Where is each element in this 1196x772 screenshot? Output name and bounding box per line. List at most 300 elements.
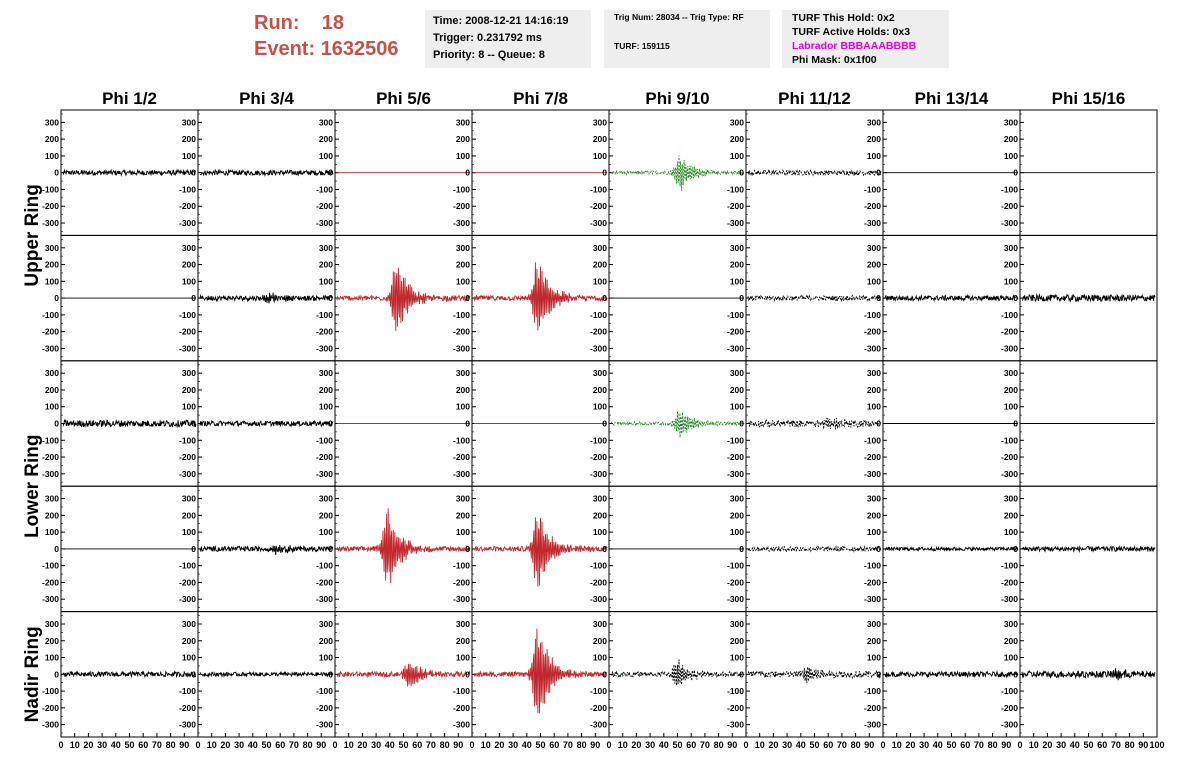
y-tick-label: 0: [54, 293, 59, 304]
y-tick-label: 0: [602, 543, 607, 554]
y-tick-label: 100: [44, 527, 59, 538]
x-tick-label: 50: [1083, 740, 1094, 750]
y-tick-label: 0: [328, 543, 333, 554]
y-tick-label: 100: [318, 652, 333, 663]
y-tick-label: 200: [729, 510, 744, 521]
turf-active-holds: TURF Active Holds: 0x3: [792, 26, 911, 38]
y-tick-label: -100: [1000, 435, 1018, 446]
x-tick-label: 30: [1056, 740, 1067, 750]
y-tick-label: -100: [589, 184, 607, 195]
y-tick-label: -200: [315, 201, 333, 212]
waveform-cell: [472, 486, 609, 611]
y-tick-label: -300: [178, 719, 196, 730]
y-tick-label: -200: [589, 702, 607, 713]
y-tick-label: 0: [465, 669, 470, 680]
y-tick-label: -200: [315, 577, 333, 588]
phi-column-label: Phi 5/6: [376, 89, 431, 108]
y-tick-label: 100: [44, 652, 59, 663]
y-tick-label: -100: [726, 686, 744, 697]
y-tick-label: -300: [1000, 468, 1018, 479]
waveform-cell: [61, 110, 198, 235]
y-tick-label: -200: [589, 577, 607, 588]
y-tick-label: 0: [54, 418, 59, 429]
waveform-cell: [746, 486, 883, 611]
y-tick-label: -200: [726, 577, 744, 588]
y-tick-label: -100: [589, 309, 607, 320]
y-tick-label: -300: [863, 343, 881, 354]
y-tick-label: -300: [41, 468, 59, 479]
y-tick-label: 100: [729, 527, 744, 538]
waveform-trace: [885, 547, 1018, 550]
y-tick-label: -300: [178, 594, 196, 605]
waveform-trace: [611, 411, 744, 437]
y-tick-label: -200: [863, 577, 881, 588]
y-tick-label: 200: [1003, 259, 1018, 270]
y-tick-label: 200: [592, 134, 607, 145]
y-tick-label: 100: [318, 276, 333, 287]
y-tick-label: 200: [44, 384, 59, 395]
phi-column-label: Phi 3/4: [239, 89, 294, 108]
y-tick-label: -100: [589, 686, 607, 697]
y-tick-label: -200: [863, 326, 881, 337]
priority-text: Priority: 8 -- Queue: 8: [433, 49, 545, 61]
x-tick-label: 70: [1110, 740, 1121, 750]
y-tick-label: -100: [178, 686, 196, 697]
y-tick-label: -200: [41, 201, 59, 212]
y-tick-label: 100: [455, 150, 470, 161]
y-tick-label: 0: [191, 293, 196, 304]
y-tick-label: -300: [178, 468, 196, 479]
x-tick-label: 30: [97, 740, 108, 750]
y-tick-label: 0: [1013, 418, 1018, 429]
x-tick-label: 60: [412, 740, 423, 750]
waveform-trace: [1022, 295, 1155, 302]
y-tick-label: -300: [589, 594, 607, 605]
y-tick-label: -200: [589, 326, 607, 337]
labrador-text: Labrador BBBAAABBBB: [792, 40, 917, 52]
waveform-trace: [748, 296, 881, 301]
phi-column-label: Phi 1/2: [102, 89, 157, 108]
y-tick-label: -300: [41, 594, 59, 605]
y-tick-label: 100: [592, 652, 607, 663]
y-tick-label: 200: [729, 384, 744, 395]
y-tick-label: 300: [455, 618, 470, 629]
y-tick-label: -200: [1000, 326, 1018, 337]
y-tick-label: -300: [1000, 594, 1018, 605]
x-tick-label: 80: [302, 740, 313, 750]
waveform-cell: [1020, 361, 1157, 486]
y-tick-label: -200: [452, 326, 470, 337]
y-tick-label: 200: [455, 134, 470, 145]
x-tick-label: 10: [69, 740, 80, 750]
waveform-trace: [748, 170, 881, 175]
y-tick-label: 200: [729, 134, 744, 145]
y-tick-label: 0: [876, 418, 881, 429]
x-tick-label: 20: [83, 740, 94, 750]
x-tick-label: 40: [384, 740, 395, 750]
y-tick-label: 300: [729, 368, 744, 379]
y-tick-label: -100: [452, 560, 470, 571]
waveform-trace: [474, 259, 607, 330]
y-tick-label: 0: [465, 418, 470, 429]
trigger-text: Trigger: 0.231792 ms: [433, 32, 542, 44]
y-tick-label: 0: [739, 293, 744, 304]
waveform-trace: [885, 672, 1018, 677]
y-tick-label: -200: [452, 577, 470, 588]
y-tick-label: -300: [1000, 719, 1018, 730]
y-tick-label: 300: [592, 242, 607, 253]
waveform-cell: [61, 235, 198, 360]
y-tick-label: -300: [863, 594, 881, 605]
y-tick-label: 300: [592, 117, 607, 128]
y-tick-label: 100: [455, 276, 470, 287]
y-tick-label: 100: [44, 401, 59, 412]
waveform-trace: [1022, 546, 1155, 551]
waveform-cell: [198, 110, 335, 235]
y-tick-label: -100: [1000, 686, 1018, 697]
y-tick-label: -300: [589, 468, 607, 479]
y-tick-label: -100: [315, 309, 333, 320]
y-tick-label: -100: [315, 435, 333, 446]
y-tick-label: -300: [726, 594, 744, 605]
x-tick-label: 40: [795, 740, 806, 750]
y-tick-label: 100: [181, 401, 196, 412]
y-tick-label: -200: [726, 326, 744, 337]
phi-column-label: Phi 9/10: [645, 89, 710, 108]
y-tick-label: 200: [181, 384, 196, 395]
y-tick-label: 200: [592, 510, 607, 521]
x-tick-label: 0: [606, 740, 612, 750]
y-tick-label: 200: [455, 635, 470, 646]
waveform-cell: [1020, 486, 1157, 611]
y-tick-label: 300: [866, 242, 881, 253]
phi-column-label: Phi 7/8: [513, 89, 568, 108]
y-tick-label: 300: [866, 117, 881, 128]
x-tick-label: 50: [672, 740, 683, 750]
x-tick-label: 60: [823, 740, 834, 750]
y-tick-label: 200: [44, 134, 59, 145]
y-tick-label: 200: [181, 259, 196, 270]
y-tick-label: 300: [592, 493, 607, 504]
waveform-cell: [335, 235, 472, 360]
x-tick-label: 50: [261, 740, 272, 750]
y-tick-label: 100: [181, 527, 196, 538]
y-tick-label: 300: [181, 618, 196, 629]
y-tick-label: 200: [44, 259, 59, 270]
x-tick-label: 80: [439, 740, 450, 750]
waveform-trace: [474, 629, 607, 714]
x-tick-label: 0: [743, 740, 749, 750]
y-tick-label: -200: [452, 452, 470, 463]
waveform-trace: [63, 170, 196, 175]
x-tick-label: 20: [905, 740, 916, 750]
y-tick-label: 300: [181, 117, 196, 128]
y-tick-label: 200: [318, 510, 333, 521]
x-tick-label: 50: [946, 740, 957, 750]
y-tick-label: -100: [315, 184, 333, 195]
turf-this-hold: TURF This Hold: 0x2: [792, 12, 895, 24]
x-tick-label: 80: [576, 740, 587, 750]
y-tick-label: -300: [315, 594, 333, 605]
y-tick-label: -100: [726, 309, 744, 320]
run-label: Run:: [254, 12, 300, 34]
waveform-trace: [885, 296, 1018, 301]
run-value: 18: [321, 12, 345, 34]
time-text: Time: 2008-12-21 14:16:19: [433, 15, 569, 27]
y-tick-label: 300: [44, 618, 59, 629]
x-tick-label: 50: [124, 740, 135, 750]
y-tick-label: -200: [726, 201, 744, 212]
y-tick-label: -100: [41, 184, 59, 195]
y-tick-label: -300: [315, 218, 333, 229]
y-tick-label: -200: [315, 452, 333, 463]
y-tick-label: 300: [44, 493, 59, 504]
x-tick-label: 70: [973, 740, 984, 750]
waveform-cell: [883, 235, 1020, 360]
y-tick-label: 100: [592, 401, 607, 412]
x-tick-label: 0: [332, 740, 338, 750]
x-tick-label: 20: [768, 740, 779, 750]
waveform-cell: [61, 486, 198, 611]
y-tick-label: 0: [876, 293, 881, 304]
y-tick-label: 300: [181, 368, 196, 379]
y-tick-label: 200: [181, 510, 196, 521]
waveform-trace: [63, 672, 196, 677]
y-tick-label: -300: [315, 719, 333, 730]
event-label: Event:: [254, 38, 316, 60]
y-tick-label: -200: [178, 452, 196, 463]
y-tick-label: 200: [1003, 134, 1018, 145]
x-tick-label: 70: [562, 740, 573, 750]
y-tick-label: -100: [863, 309, 881, 320]
y-tick-label: 300: [1003, 493, 1018, 504]
x-tick-label: 30: [782, 740, 793, 750]
y-tick-label: 200: [455, 259, 470, 270]
waveform-cell: [609, 612, 746, 737]
waveform-cell: [746, 361, 883, 486]
y-tick-label: -100: [315, 560, 333, 571]
waveform-cell: [472, 110, 609, 235]
y-tick-label: -300: [589, 343, 607, 354]
y-tick-label: -100: [863, 435, 881, 446]
x-tick-label: 100: [1149, 740, 1165, 750]
y-tick-label: -100: [178, 309, 196, 320]
y-tick-label: 300: [181, 493, 196, 504]
y-tick-label: -300: [178, 218, 196, 229]
y-tick-label: -200: [589, 452, 607, 463]
x-tick-label: 90: [316, 740, 327, 750]
y-tick-label: 300: [181, 242, 196, 253]
x-tick-label: 10: [891, 740, 902, 750]
waveform-cell: [1020, 110, 1157, 235]
x-tick-label: 70: [288, 740, 299, 750]
y-tick-label: 0: [465, 543, 470, 554]
y-tick-label: -200: [41, 702, 59, 713]
x-tick-label: 90: [179, 740, 190, 750]
y-tick-label: 300: [44, 368, 59, 379]
y-tick-label: -300: [863, 468, 881, 479]
y-tick-label: -100: [452, 686, 470, 697]
y-tick-label: 200: [1003, 384, 1018, 395]
waveform-cell: [746, 612, 883, 737]
x-tick-label: 60: [686, 740, 697, 750]
y-tick-label: 0: [1013, 543, 1018, 554]
y-tick-label: 200: [729, 259, 744, 270]
y-tick-label: 100: [455, 527, 470, 538]
y-tick-label: 300: [1003, 242, 1018, 253]
y-tick-label: 100: [44, 276, 59, 287]
y-tick-label: -300: [589, 218, 607, 229]
waveform-cell: [61, 361, 198, 486]
y-tick-label: 200: [866, 134, 881, 145]
waveform-cell: [335, 486, 472, 611]
waveform-cell: [198, 486, 335, 611]
y-tick-label: 0: [191, 669, 196, 680]
y-tick-label: 100: [318, 527, 333, 538]
y-tick-label: -200: [315, 702, 333, 713]
waveform-cell: [472, 612, 609, 737]
y-tick-label: 100: [729, 401, 744, 412]
y-tick-label: 300: [44, 242, 59, 253]
y-tick-label: 200: [592, 259, 607, 270]
y-tick-label: 100: [455, 401, 470, 412]
y-tick-label: 100: [318, 401, 333, 412]
y-tick-label: 200: [1003, 510, 1018, 521]
phi-column-label: Phi 13/14: [914, 89, 989, 108]
y-tick-label: -100: [726, 435, 744, 446]
y-tick-label: -200: [1000, 702, 1018, 713]
y-tick-label: 0: [602, 293, 607, 304]
y-tick-label: -200: [863, 702, 881, 713]
y-tick-label: -300: [1000, 218, 1018, 229]
y-tick-label: 0: [191, 167, 196, 178]
y-tick-label: 100: [181, 652, 196, 663]
x-tick-label: 10: [206, 740, 217, 750]
y-tick-label: -200: [41, 577, 59, 588]
y-tick-label: 0: [876, 669, 881, 680]
x-tick-label: 0: [880, 740, 886, 750]
waveform-trace: [200, 545, 333, 555]
y-tick-label: 100: [181, 276, 196, 287]
y-tick-label: 0: [1013, 669, 1018, 680]
ring-label: Nadir Ring: [22, 626, 43, 723]
waveform-cell: [198, 612, 335, 737]
waveform-cell: [472, 361, 609, 486]
y-tick-label: -100: [863, 184, 881, 195]
y-tick-label: 200: [866, 635, 881, 646]
y-tick-label: -200: [178, 201, 196, 212]
y-tick-label: 300: [866, 618, 881, 629]
y-tick-label: 100: [181, 150, 196, 161]
y-tick-label: 200: [592, 384, 607, 395]
y-tick-label: 300: [455, 368, 470, 379]
x-tick-label: 60: [960, 740, 971, 750]
waveform-trace: [337, 268, 470, 331]
phi-mask-text: Phi Mask: 0x1f00: [792, 54, 877, 66]
y-tick-label: -100: [41, 686, 59, 697]
y-tick-label: 100: [866, 652, 881, 663]
y-tick-label: -200: [726, 452, 744, 463]
x-tick-label: 90: [1001, 740, 1012, 750]
y-tick-label: 0: [876, 167, 881, 178]
y-tick-label: 100: [866, 527, 881, 538]
y-tick-label: -300: [726, 719, 744, 730]
y-tick-label: 0: [739, 543, 744, 554]
x-tick-label: 20: [220, 740, 231, 750]
x-tick-label: 50: [809, 740, 820, 750]
y-tick-label: 300: [729, 618, 744, 629]
y-tick-label: -200: [178, 577, 196, 588]
x-tick-label: 30: [234, 740, 245, 750]
waveform-cell: [1020, 235, 1157, 360]
x-tick-label: 70: [151, 740, 162, 750]
y-tick-label: -100: [452, 184, 470, 195]
y-tick-label: 100: [729, 150, 744, 161]
y-tick-label: 100: [1003, 276, 1018, 287]
waveform-cell: [609, 486, 746, 611]
y-tick-label: -100: [1000, 560, 1018, 571]
y-tick-label: 100: [592, 276, 607, 287]
x-tick-label: 50: [535, 740, 546, 750]
y-tick-label: 200: [181, 134, 196, 145]
waveform-trace: [611, 156, 744, 191]
y-tick-label: 300: [455, 493, 470, 504]
y-tick-label: -300: [726, 218, 744, 229]
waveform-cell: [883, 486, 1020, 611]
x-tick-label: 90: [727, 740, 738, 750]
y-tick-label: 300: [866, 368, 881, 379]
x-tick-label: 0: [1017, 740, 1023, 750]
y-tick-label: -100: [178, 184, 196, 195]
waveform-cell: [609, 110, 746, 235]
y-tick-label: -100: [41, 560, 59, 571]
y-tick-label: -200: [1000, 452, 1018, 463]
x-tick-label: 40: [932, 740, 943, 750]
phi-column-label: Phi 11/12: [778, 89, 851, 108]
y-tick-label: 0: [602, 167, 607, 178]
y-tick-label: -200: [1000, 201, 1018, 212]
x-tick-label: 30: [371, 740, 382, 750]
y-tick-label: 100: [318, 150, 333, 161]
y-tick-label: -200: [452, 702, 470, 713]
y-tick-label: -300: [1000, 343, 1018, 354]
waveform-trace: [200, 293, 333, 304]
y-tick-label: 100: [866, 401, 881, 412]
y-tick-label: 0: [1013, 293, 1018, 304]
waveform-cell: [883, 361, 1020, 486]
y-tick-label: 300: [455, 117, 470, 128]
y-tick-label: 100: [866, 276, 881, 287]
y-tick-label: -100: [452, 435, 470, 446]
y-tick-label: -200: [726, 702, 744, 713]
y-tick-label: 200: [1003, 635, 1018, 646]
waveform-cell: [198, 361, 335, 486]
waveform-cell: [883, 110, 1020, 235]
x-tick-label: 80: [987, 740, 998, 750]
y-tick-label: -100: [589, 560, 607, 571]
y-tick-label: 100: [592, 527, 607, 538]
x-tick-label: 10: [754, 740, 765, 750]
y-tick-label: 0: [739, 167, 744, 178]
x-tick-label: 20: [357, 740, 368, 750]
y-tick-label: -300: [41, 343, 59, 354]
y-tick-label: 0: [739, 418, 744, 429]
y-tick-label: 300: [729, 242, 744, 253]
y-tick-label: 0: [739, 669, 744, 680]
x-tick-label: 70: [836, 740, 847, 750]
x-tick-label: 10: [480, 740, 491, 750]
y-tick-label: -200: [452, 201, 470, 212]
